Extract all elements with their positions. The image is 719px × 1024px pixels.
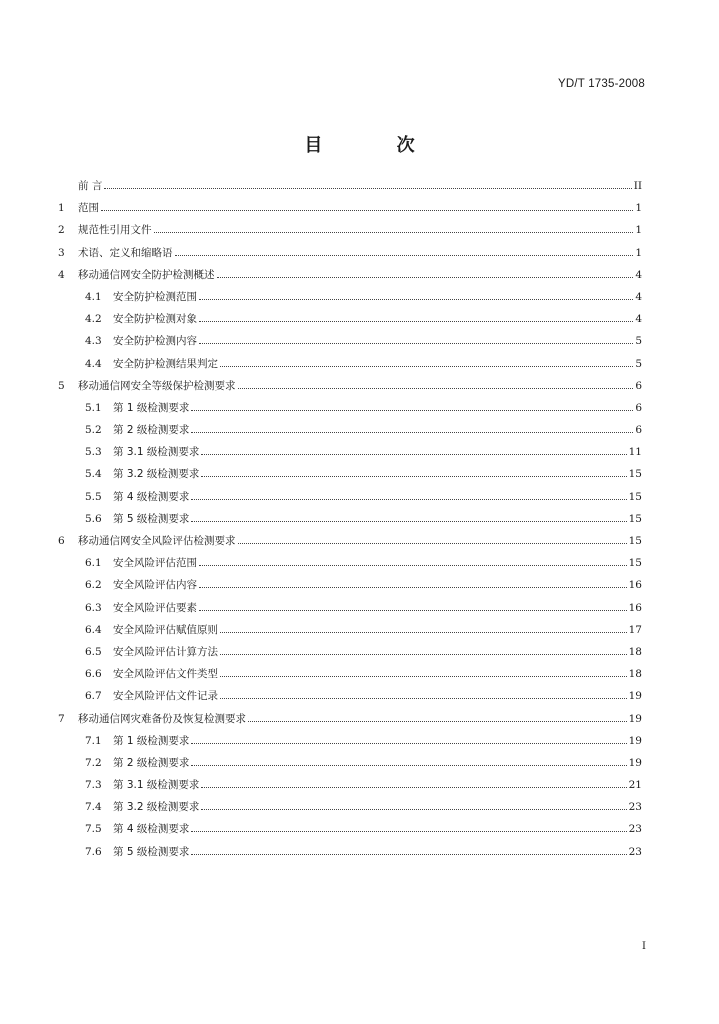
toc-entry-number: 4.2 xyxy=(85,313,102,326)
toc-entry-page: 1 xyxy=(635,246,642,259)
toc-entry-number: 7.4 xyxy=(85,801,102,814)
toc-entry[interactable] xyxy=(58,489,642,511)
toc-entry-page: 5 xyxy=(635,335,642,348)
toc-entry-title: 安全风险评估要素 xyxy=(113,601,197,614)
toc-entry[interactable] xyxy=(58,289,642,311)
toc-entry-title: 第 1 级检测要求 xyxy=(113,734,190,747)
dot-leader xyxy=(191,432,633,433)
toc-entry-page: 18 xyxy=(628,645,642,658)
dot-leader xyxy=(175,255,634,256)
toc-entry-number: 6.2 xyxy=(85,579,102,592)
toc-entry-number: 6.7 xyxy=(85,690,102,703)
toc-entry-title: 第 3.1 级检测要求 xyxy=(113,779,200,792)
dot-leader xyxy=(191,410,633,411)
toc-entry-title: 第 3.2 级检测要求 xyxy=(113,468,200,481)
dot-leader xyxy=(248,721,627,722)
dot-leader xyxy=(191,743,626,744)
toc-entry-page: 15 xyxy=(628,512,642,525)
dot-leader xyxy=(104,188,631,189)
dot-leader xyxy=(191,765,626,766)
toc-entry-page: 15 xyxy=(628,557,642,570)
toc-entry-page: 15 xyxy=(628,490,642,503)
toc-entry-page: 4 xyxy=(635,313,642,326)
toc-entry-title: 第 1 级检测要求 xyxy=(113,401,190,414)
toc-entry-title: 第 4 级检测要求 xyxy=(113,490,190,503)
toc-entry-title: 第 2 级检测要求 xyxy=(113,424,190,437)
toc-entry-title: 移动通信网安全等级保护检测要求 xyxy=(78,379,236,392)
toc-entry-page: 19 xyxy=(628,734,642,747)
toc-entry-page: 6 xyxy=(635,424,642,437)
toc-entry-number: 7.5 xyxy=(85,823,102,836)
toc-entry-number: 6.4 xyxy=(85,623,102,636)
toc-entry-title: 第 5 级检测要求 xyxy=(113,512,190,525)
dot-leader xyxy=(154,232,634,233)
toc-entry-page: 11 xyxy=(628,446,642,459)
toc-entry-number: 5.5 xyxy=(85,490,102,503)
toc-entry-number: 2 xyxy=(58,224,65,237)
dot-leader xyxy=(201,476,626,477)
toc-entry-page: 23 xyxy=(628,823,642,836)
toc-entry-title: 移动通信网灾难备份及恢复检测要求 xyxy=(78,712,246,725)
dot-leader xyxy=(201,787,626,788)
toc-entry-page: 15 xyxy=(628,535,642,547)
dot-leader xyxy=(199,321,633,322)
toc-entry[interactable] xyxy=(58,511,642,533)
toc-entry-title: 术语、定义和缩略语 xyxy=(78,246,173,259)
dot-leader xyxy=(201,454,626,455)
dot-leader xyxy=(220,698,627,699)
toc-entry-title: 安全风险评估赋值原则 xyxy=(113,623,218,636)
toc-entry[interactable] xyxy=(58,245,642,267)
toc-entry[interactable] xyxy=(58,400,642,422)
toc-entry[interactable] xyxy=(58,622,642,644)
toc-entry[interactable] xyxy=(58,799,642,821)
toc-entry-page: 19 xyxy=(628,712,642,725)
toc-entry-page: 5 xyxy=(635,357,642,370)
toc-entry-page: II xyxy=(633,180,642,192)
toc-entry-page: 4 xyxy=(635,268,642,281)
toc-entry-number: 6.1 xyxy=(85,557,102,570)
toc-entry-page: 18 xyxy=(628,668,642,681)
toc-entry-title: 范围 xyxy=(78,202,99,215)
toc-entry-page: 17 xyxy=(628,623,642,636)
toc-entry[interactable] xyxy=(58,356,642,378)
toc-entry-title: 第 3.1 级检测要求 xyxy=(113,446,200,459)
toc-entry-number: 7.2 xyxy=(85,756,102,769)
toc-entry-title: 移动通信网安全风险评估检测要求 xyxy=(78,535,236,547)
dot-leader xyxy=(220,654,627,655)
toc-entry[interactable] xyxy=(58,577,642,599)
toc-entry-page: 21 xyxy=(628,779,642,792)
toc-entry-title: 安全防护检测内容 xyxy=(113,335,197,348)
toc-entry-number: 5.1 xyxy=(85,401,102,414)
toc-entry[interactable] xyxy=(58,844,642,866)
toc-entry-number: 5.6 xyxy=(85,512,102,525)
toc-entry-title: 安全风险评估文件类型 xyxy=(113,668,218,681)
toc-entry-number: 5 xyxy=(58,379,65,392)
toc-entry[interactable] xyxy=(58,755,642,777)
page-title: 目 次 xyxy=(304,135,449,156)
toc-entry-number: 4.3 xyxy=(85,335,102,348)
toc-entry-number: 5.3 xyxy=(85,446,102,459)
dot-leader xyxy=(201,809,626,810)
toc-entry-title: 安全风险评估内容 xyxy=(113,579,197,592)
dot-leader xyxy=(199,587,627,588)
toc-entry[interactable] xyxy=(58,178,642,200)
toc-entry-number: 6.5 xyxy=(85,645,102,658)
toc-entry-number: 6.6 xyxy=(85,668,102,681)
toc-entry[interactable] xyxy=(58,444,642,466)
dot-leader xyxy=(101,210,633,211)
toc-entry-number: 7.3 xyxy=(85,779,102,792)
toc-entry-number: 3 xyxy=(58,246,65,259)
toc-entry-page: 1 xyxy=(635,202,642,215)
toc-entry-number: 7 xyxy=(58,712,65,725)
dot-leader xyxy=(199,343,633,344)
toc-entry-number: 4.1 xyxy=(85,290,102,303)
toc-entry[interactable] xyxy=(58,688,642,710)
toc-entry[interactable] xyxy=(58,777,642,799)
toc-entry-title: 第 4 级检测要求 xyxy=(113,823,190,836)
toc-entry-page: 1 xyxy=(635,224,642,237)
toc-entry[interactable] xyxy=(58,555,642,577)
toc-entry-title: 规范性引用文件 xyxy=(78,224,152,237)
toc-entry-title: 安全风险评估计算方法 xyxy=(113,645,218,658)
page-number: I xyxy=(642,941,646,952)
toc-entry-page: 19 xyxy=(628,756,642,769)
toc-entry-title: 第 5 级检测要求 xyxy=(113,845,190,858)
toc-entry-title: 安全防护检测结果判定 xyxy=(113,357,218,370)
toc-entry-page: 23 xyxy=(628,845,642,858)
toc-entry-page: 16 xyxy=(628,579,642,592)
toc-entry[interactable] xyxy=(58,378,642,400)
toc-entry-number: 5.4 xyxy=(85,468,102,481)
dot-leader xyxy=(217,277,634,278)
toc-entry-number: 1 xyxy=(58,202,65,215)
toc-entry[interactable] xyxy=(58,267,642,289)
toc-entry-page: 23 xyxy=(628,801,642,814)
toc-entry-page: 6 xyxy=(635,379,642,392)
dot-leader xyxy=(191,521,626,522)
dot-leader xyxy=(199,565,627,566)
toc-entry[interactable] xyxy=(58,311,642,333)
toc-entry-page: 4 xyxy=(635,290,642,303)
toc-entry-number: 5.2 xyxy=(85,424,102,437)
toc-entry-number: 7.1 xyxy=(85,734,102,747)
toc-entry-title: 前 言 xyxy=(78,180,103,192)
toc-entry-number: 4.4 xyxy=(85,357,102,370)
dot-leader xyxy=(199,610,627,611)
toc-entry[interactable] xyxy=(58,733,642,755)
toc-entry-title: 第 3.2 级检测要求 xyxy=(113,801,200,814)
toc-entry[interactable] xyxy=(58,200,642,222)
toc-entry-page: 6 xyxy=(635,401,642,414)
toc-entry[interactable] xyxy=(58,466,642,488)
toc-entry-title: 安全防护检测对象 xyxy=(113,313,197,326)
toc-entry-number: 7.6 xyxy=(85,845,102,858)
toc-entry[interactable] xyxy=(58,644,642,666)
dot-leader xyxy=(238,543,627,544)
dot-leader xyxy=(220,676,627,677)
dot-leader xyxy=(238,388,634,389)
toc-entry-number: 6 xyxy=(58,535,65,547)
toc-entry[interactable] xyxy=(58,600,642,622)
standard-code: YD/T 1735-2008 xyxy=(558,78,645,90)
toc-entry[interactable] xyxy=(58,666,642,688)
toc-entry[interactable] xyxy=(58,533,642,555)
toc-entry[interactable] xyxy=(58,333,642,355)
toc-entry-title: 安全风险评估范围 xyxy=(113,557,197,570)
toc-entry-number: 4 xyxy=(58,268,65,281)
dot-leader xyxy=(191,499,626,500)
dot-leader xyxy=(191,854,626,855)
toc-entry-title: 安全风险评估文件记录 xyxy=(113,690,218,703)
dot-leader xyxy=(220,632,627,633)
dot-leader xyxy=(220,366,633,367)
toc-entry-title: 移动通信网安全防护检测概述 xyxy=(78,268,215,281)
toc-entry-number: 6.3 xyxy=(85,601,102,614)
dot-leader xyxy=(191,831,626,832)
toc-entry-page: 19 xyxy=(628,690,642,703)
toc-entry-title: 安全防护检测范围 xyxy=(113,290,197,303)
toc-entry-page: 15 xyxy=(628,468,642,481)
dot-leader xyxy=(199,299,633,300)
toc-entry-page: 16 xyxy=(628,601,642,614)
toc-entry[interactable] xyxy=(58,821,642,843)
toc-entry[interactable] xyxy=(58,222,642,244)
toc-entry[interactable] xyxy=(58,711,642,733)
table-of-contents xyxy=(58,178,642,866)
toc-entry-title: 第 2 级检测要求 xyxy=(113,756,190,769)
toc-entry[interactable] xyxy=(58,422,642,444)
